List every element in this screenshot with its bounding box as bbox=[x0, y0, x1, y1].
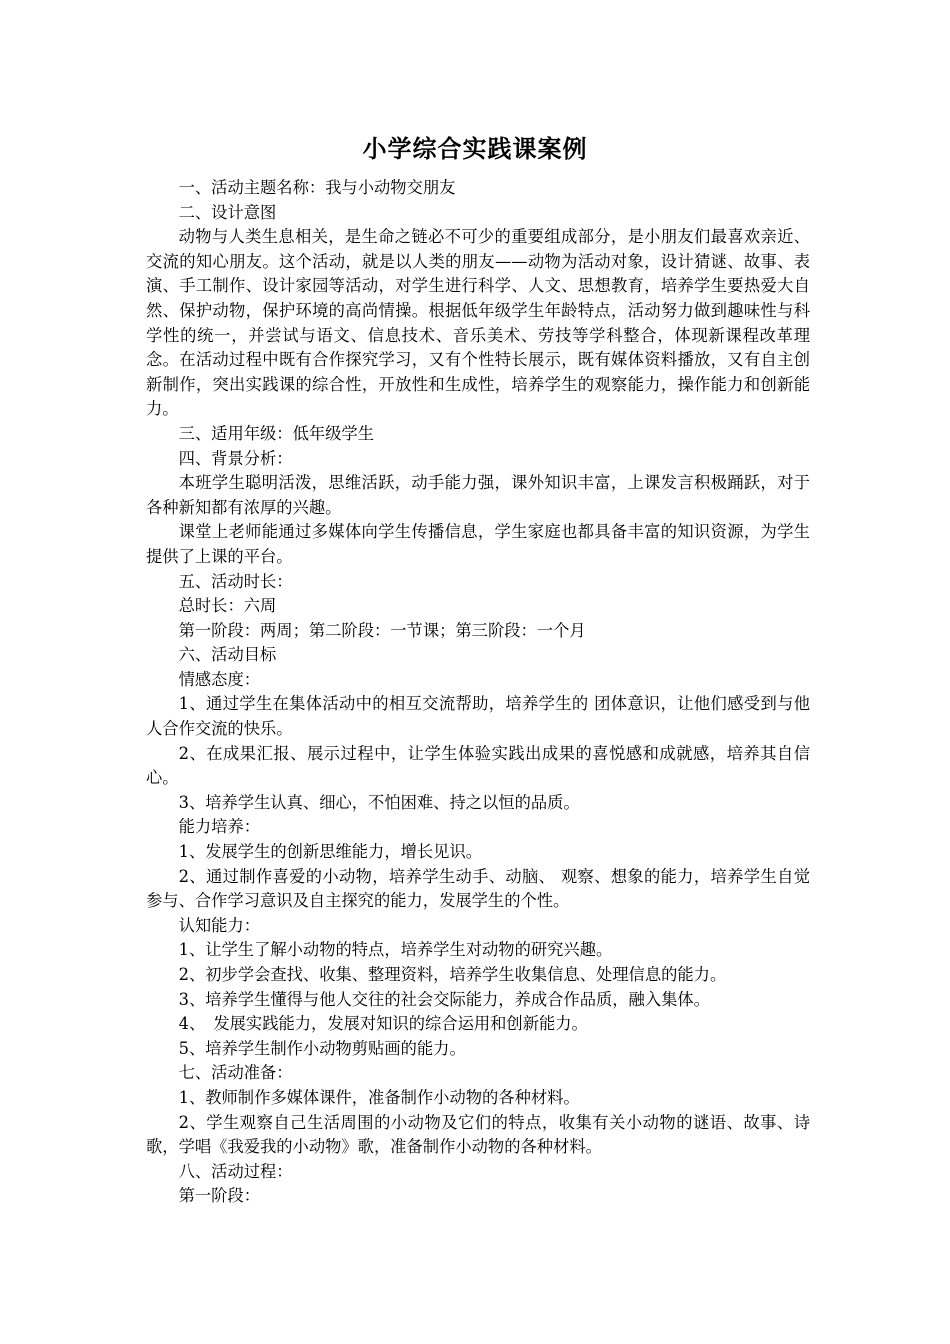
paragraph-design-intent: 动物与人类生息相关，是生命之链必不可少的重要组成部分，是小朋友们最喜欢亲近、交流的知心朋友。这个活动，就是以人类的朋友——动物为活动对象，设计猜谜、故事、表演、手工制作、设计家园等活动，对学生进行科学、人文、思想教育，培养学生要热爱大自然、保护动物，保护环境的高尚情操。根据低年级学生年龄特点，活动努力做到趣味性与科学性的统一，并尝试与语文、信息技术、音乐美术、劳技等学科整合，体现新课程改革理念。在活动过程中既有合作探究学习，又有个性特长展示，既有媒体资料播放，又有自主创新制作，突出实践课的综合性，开放性和生成性，培养学生的观察能力，操作能力和创新能力。 bbox=[146, 227, 810, 419]
list-item: 2、通过制作喜爱的小动物，培养学生动手、动脑、 观察、想象的能力，培养学生自觉参与、合作学习意识及自主探究的能力，发展学生的个性。 bbox=[146, 866, 810, 911]
heading-activity-theme: 一、活动主题名称：我与小动物交朋友 bbox=[178, 178, 456, 197]
heading-preparation: 七、活动准备： bbox=[178, 1063, 293, 1083]
document-title: 小学综合实践课案例 bbox=[362, 135, 588, 163]
list-item: 2、初步学会查找、收集、整理资料，培养学生收集信息、处理信息的能力。 bbox=[178, 965, 727, 984]
heading-process: 八、活动过程： bbox=[178, 1161, 293, 1181]
list-item: 2、学生观察自己生活周围的小动物及它们的特点，收集有关小动物的谜语、故事、诗歌，学唱《我爱我的小动物》歌，准备制作小动物的各种材料。 bbox=[146, 1112, 810, 1157]
subheading-stage-one: 第一阶段： bbox=[178, 1186, 261, 1206]
heading-grade: 三、适用年级：低年级学生 bbox=[178, 423, 374, 443]
list-item: 4、 发展实践能力，发展对知识的综合运用和创新能力。 bbox=[178, 1014, 588, 1034]
subheading-ability: 能力培养： bbox=[178, 817, 261, 837]
list-item: 2、在成果汇报、展示过程中，让学生体验实践出成果的喜悦感和成就感，培养其自信心。 bbox=[146, 743, 810, 788]
list-item: 3、培养学生懂得与他人交往的社会交际能力，养成合作品质，融入集体。 bbox=[178, 989, 710, 1009]
paragraph-total-duration: 总时长：六周 bbox=[178, 596, 277, 616]
list-item: 1、教师制作多媒体课件，准备制作小动物的各种材料。 bbox=[178, 1087, 580, 1107]
paragraph-stage-durations: 第一阶段：两周；第二阶段：一节课；第三阶段：一个月 bbox=[178, 620, 586, 640]
subheading-cognition: 认知能力： bbox=[178, 915, 261, 935]
heading-background: 四、背景分析： bbox=[178, 448, 293, 468]
heading-duration: 五、活动时长： bbox=[178, 571, 293, 591]
heading-design-intent: 二、设计意图 bbox=[178, 202, 277, 222]
list-item: 5、培养学生制作小动物剪贴画的能力。 bbox=[178, 1038, 466, 1058]
list-item: 1、通过学生在集体活动中的相互交流帮助，培养学生的 团体意识，让他们感受到与他人合作交流的快乐。 bbox=[146, 694, 810, 739]
heading-goals: 六、活动目标 bbox=[178, 645, 277, 665]
document-body bbox=[146, 176, 810, 1209]
list-item: 1、让学生了解小动物的特点，培养学生对动物的研究兴趣。 bbox=[178, 940, 613, 960]
list-item: 3、培养学生认真、细心，不怕困难、持之以恒的品质。 bbox=[178, 792, 580, 812]
list-item: 1、发展学生的创新思维能力，增长见识。 bbox=[178, 842, 483, 862]
paragraph-background-students: 本班学生聪明活泼，思维活跃，动手能力强，课外知识丰富，上课发言积极踊跃，对于各种新知都有浓厚的兴趣。 bbox=[146, 473, 810, 517]
paragraph-background-classroom: 课堂上老师能通过多媒体向学生传播信息，学生家庭也都具备丰富的知识资源，为学生提供了上课的平台。 bbox=[146, 522, 810, 566]
subheading-attitude: 情感态度： bbox=[178, 669, 261, 689]
